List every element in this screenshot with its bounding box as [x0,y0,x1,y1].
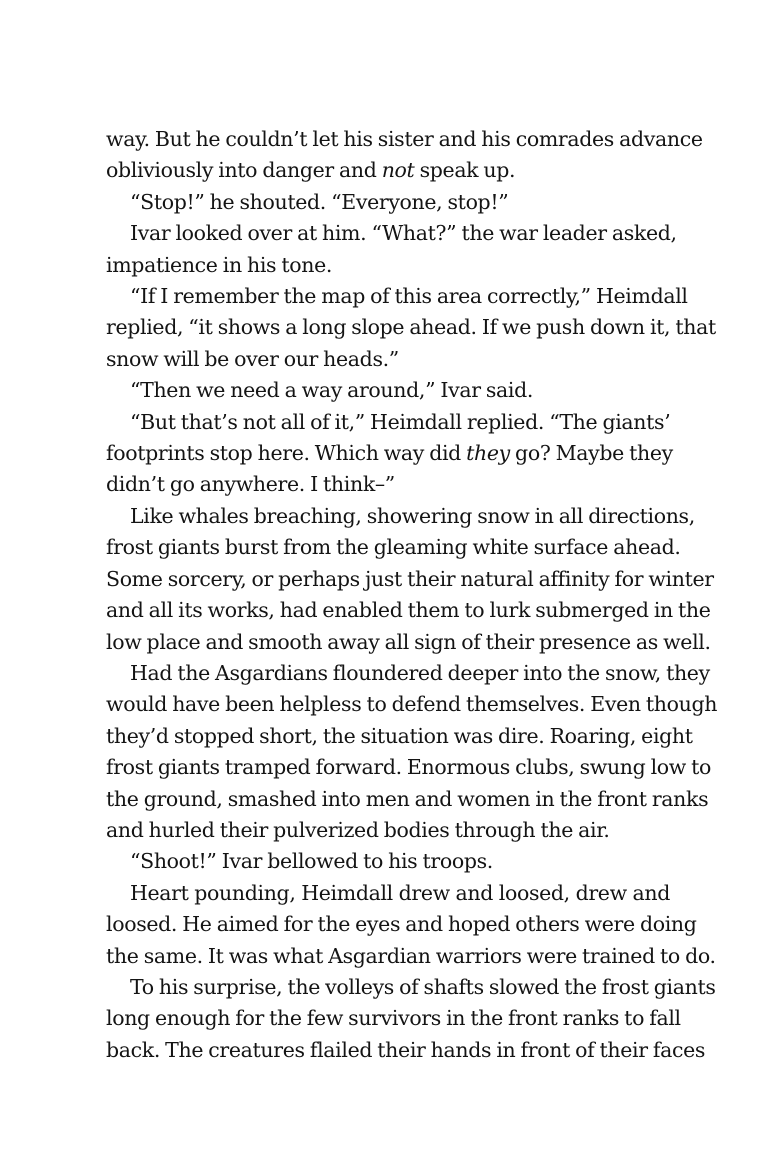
book-page-body [106,124,718,1066]
text-line [106,564,714,595]
text-run: “Then we need a way around,” Ivar said. [130,378,534,403]
text-run: the ground, smashed into men and women in the front ranks [106,786,709,811]
paragraph [106,218,677,281]
paragraph [106,281,716,375]
text-line [106,375,670,406]
text-line [106,312,716,343]
text-line [106,784,709,815]
text-run: and hurled their pulverized bodies through the air. [106,817,610,842]
text-line [106,532,681,563]
text-line [106,846,670,877]
text-run: Some sorcery, or perhaps just their natural affinity for winter [106,566,714,591]
text-line [106,407,670,438]
text-line [106,721,693,752]
text-run: go? Maybe they [509,441,673,466]
text-line [106,595,711,626]
text-line [106,752,712,783]
text-line [106,124,703,155]
text-line [106,909,697,940]
text-run: Heart pounding, Heimdall drew and loosed, drew and [130,880,670,905]
emphasis-text: they [466,441,510,466]
text-run: snow will be over our heads.” [106,346,399,371]
paragraph [106,878,716,972]
text-line [106,878,670,909]
text-run: “Stop!” he shouted. “Everyone, stop!” [130,189,509,214]
text-line [106,344,670,375]
text-run: way. But he couldn’t let his sister and his comrades advance [106,127,703,151]
text-run: footprints stop here. Which way did [106,441,467,466]
text-line [106,155,670,186]
paragraph [106,124,703,187]
text-run: didn’t go anywhere. I think–” [106,472,395,497]
text-run: “If I remember the map of this area correctly,” Heimdall [130,284,688,309]
text-line [106,187,670,218]
text-line [106,627,711,658]
paragraph [106,407,673,501]
text-run: Ivar looked over at him. “What?” the war leader asked, [130,221,677,246]
paragraph [106,501,714,658]
paragraph [106,187,670,218]
paragraph [106,972,716,1066]
text-line [106,1035,706,1066]
text-run: frost giants tramped forward. Enormous clubs, swung low to [106,755,712,780]
emphasis-text: not [381,158,415,183]
text-run: obliviously into danger and [106,158,382,183]
text-run: would have been helpless to defend themselves. Even though [106,692,718,717]
text-run: impatience in his tone. [106,252,333,277]
text-line [106,815,670,846]
text-run: speak up. [414,158,516,183]
text-run: Like whales breaching, showering snow in all directions, [130,503,695,528]
text-line [106,941,716,972]
text-line [106,972,716,1003]
text-line [106,281,688,312]
paragraph [106,375,670,406]
text-line [106,250,670,281]
text-run: the same. It was what Asgardian warriors were trained to do. [106,943,716,968]
text-line [106,469,670,500]
text-run: long enough for the few survivors in the front ranks to fall [106,1006,681,1031]
text-run: and all its works, had enabled them to lurk submerged in the [106,598,711,623]
text-run: To his surprise, the volleys of shafts slowed the frost giants [130,974,716,999]
text-run: Had the Asgardians floundered deeper into the snow, they [130,660,710,685]
text-run: loosed. He aimed for the eyes and hoped others were doing [106,912,697,937]
text-line [106,438,673,469]
text-run: “Shoot!” Ivar bellowed to his troops. [130,849,493,874]
text-line [106,218,677,249]
text-run: frost giants burst from the gleaming white surface ahead. [106,535,681,560]
text-line [106,658,710,689]
text-line [106,1003,681,1034]
paragraph [106,658,718,846]
text-run: they’d stopped short, the situation was dire. Roaring, eight [106,723,693,748]
text-run: “But that’s not all of it,” Heimdall replied. “The giants’ [130,409,671,434]
text-line [106,501,695,532]
text-run: back. The creatures flailed their hands in front of their faces [106,1037,706,1062]
paragraph [106,846,670,877]
text-run: replied, “it shows a long slope ahead. If we push down it, that [106,315,716,340]
text-run: low place and smooth away all sign of their presence as well. [106,629,711,654]
text-line [106,689,718,720]
